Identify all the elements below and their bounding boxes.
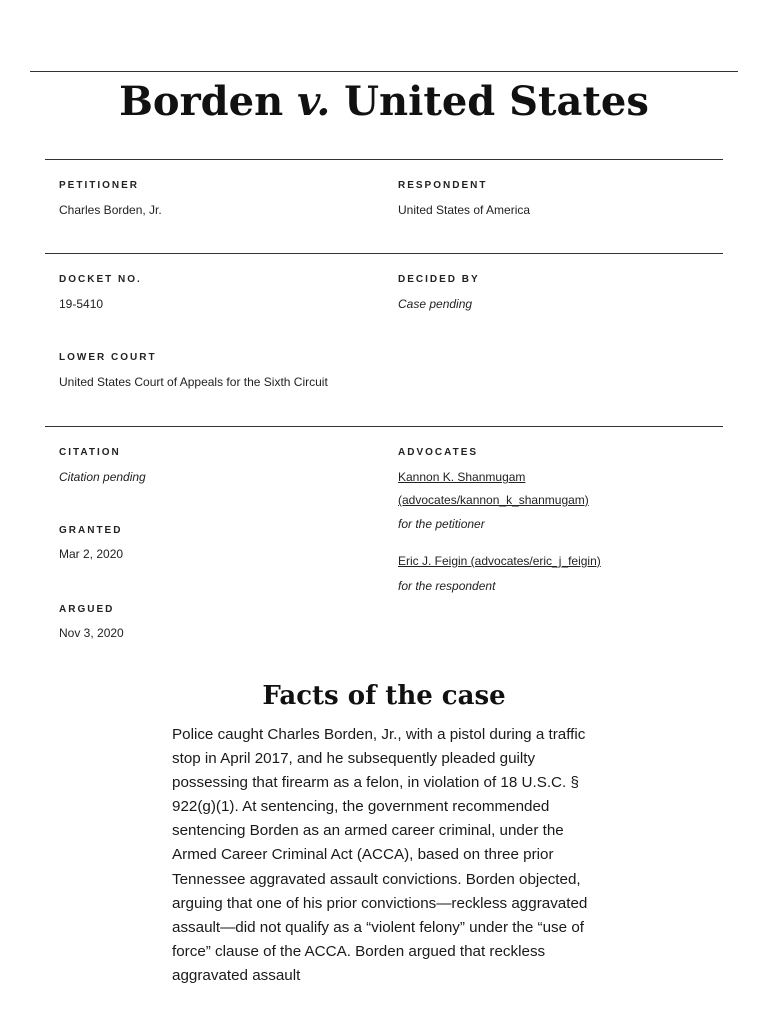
citation-value: Citation pending — [59, 470, 146, 484]
section-divider-2 — [45, 253, 723, 254]
case-title-v: v. — [297, 78, 331, 125]
decided-by-value: Case pending — [398, 297, 473, 311]
case-title — [0, 76, 768, 128]
respondent-label: RESPONDENT — [398, 180, 488, 191]
case-title-part1: Borden — [119, 78, 298, 125]
lower-court-value: United States Court of Appeals for the Sixth Circuit — [59, 375, 328, 389]
advocate-role-petitioner: for the petitioner — [398, 517, 485, 531]
section-divider-1 — [45, 159, 723, 160]
decided-by-label: DECIDED BY — [398, 274, 480, 285]
advocate-link-shanmugam[interactable]: Kannon K. Shanmugam — [398, 470, 526, 484]
facts-heading: Facts of the case — [262, 681, 506, 711]
granted-value: Mar 2, 2020 — [59, 547, 124, 561]
petitioner-value: Charles Borden, Jr. — [59, 203, 162, 217]
docket-label: DOCKET NO. — [59, 274, 142, 285]
advocate-link-feigin[interactable]: Eric J. Feigin (advocates/eric_j_feigin) — [398, 554, 601, 568]
petitioner-label: PETITIONER — [59, 180, 140, 191]
argued-value: Nov 3, 2020 — [59, 626, 124, 640]
top-divider — [30, 71, 738, 72]
respondent-value: United States of America — [398, 203, 531, 217]
section-divider-3 — [45, 426, 723, 427]
citation-label: CITATION — [59, 447, 121, 458]
docket-value: 19-5410 — [59, 297, 104, 311]
lower-court-label: LOWER COURT — [59, 352, 157, 363]
granted-label: GRANTED — [59, 525, 123, 536]
case-title-part2: United States — [330, 78, 649, 125]
argued-label: ARGUED — [59, 604, 115, 615]
advocate-role-respondent: for the respondent — [398, 579, 496, 593]
facts-body: Police caught Charles Borden, Jr., with a pistol during a traffic stop in April 2017, and he subsequently pleaded guilty possessing that firearm as a felon, in violation of 18 U.S.C. § 922(g)(1). At sentencing, the government recommended sentencing Borden as an armed career criminal, under the Armed Career Criminal Act (ACCA), based on three prior Tennessee aggravated assault convictions. Borden objected, arguing that one of his prior convictions—reckless aggravated assault—did not qualify as a “violent felony” under the “use of force” clause of the ACCA. Borden argued that reckless aggravated assault — [172, 726, 588, 984]
advocates-label: ADVOCATES — [398, 447, 479, 458]
advocate-link-shanmugam-path[interactable]: (advocates/kannon_k_shanmugam) — [398, 493, 589, 507]
